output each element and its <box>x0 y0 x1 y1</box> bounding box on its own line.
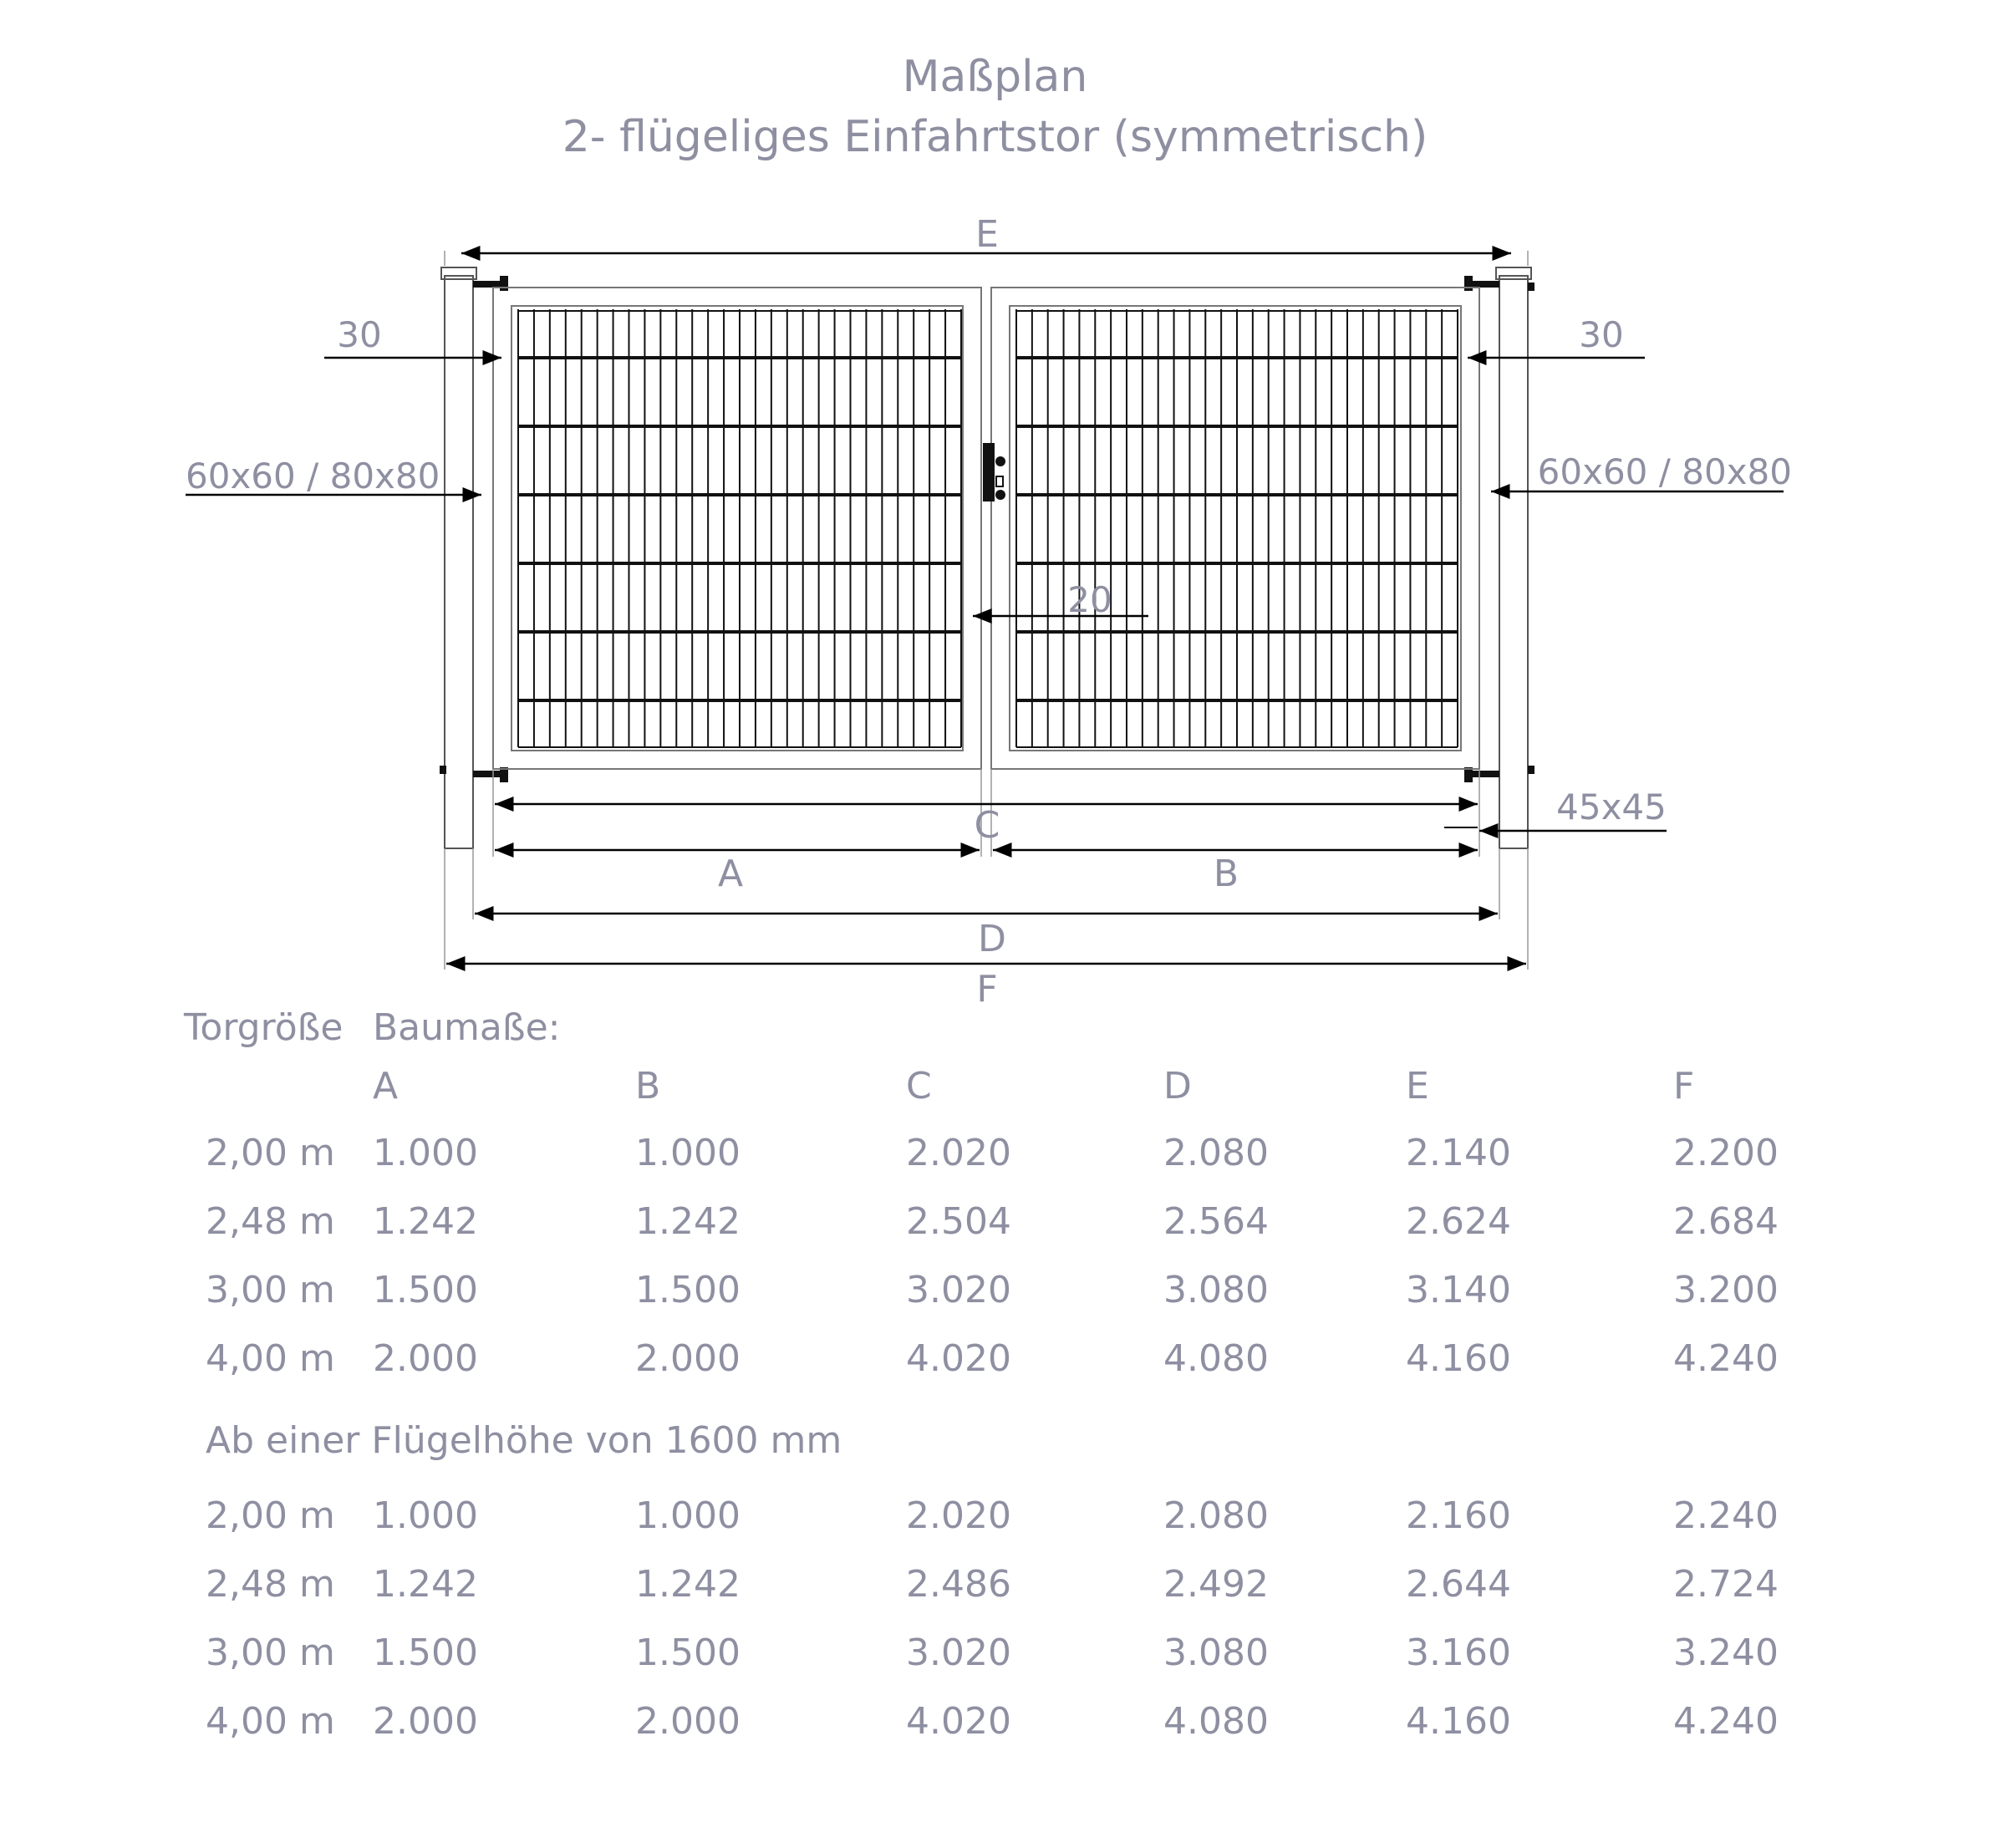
cell-D: 4.080 <box>1163 1700 1269 1743</box>
cell-F: 4.240 <box>1673 1337 1779 1380</box>
label-A: A <box>717 853 744 895</box>
cell-F: 2.240 <box>1673 1494 1779 1537</box>
label-post-right: 60x60 / 80x80 <box>1537 451 1792 492</box>
table-header-row <box>0 1065 1990 1115</box>
cell-D: 2.080 <box>1163 1494 1269 1537</box>
cell-F: 3.200 <box>1673 1269 1779 1311</box>
hinges <box>440 276 1534 782</box>
header-F: F <box>1673 1065 1695 1107</box>
cell-B: 1.242 <box>635 1200 741 1243</box>
cell-C: 4.020 <box>906 1700 1011 1743</box>
cell-E: 2.644 <box>1406 1563 1511 1606</box>
header-A: A <box>373 1065 399 1107</box>
header-E: E <box>1406 1065 1429 1107</box>
cell-D: 4.080 <box>1163 1337 1269 1380</box>
cell-C: 2.020 <box>906 1494 1011 1537</box>
gate-mesh <box>518 309 1458 747</box>
cell-A: 1.000 <box>373 1494 478 1537</box>
label-C: C <box>974 804 1000 847</box>
cell-B: 1.000 <box>635 1494 741 1537</box>
cell-size: 4,00 m <box>206 1337 335 1380</box>
cell-D: 2.492 <box>1163 1563 1269 1606</box>
cell-F: 2.200 <box>1673 1132 1779 1174</box>
cell-C: 2.486 <box>906 1563 1011 1606</box>
cell-A: 1.500 <box>373 1269 478 1311</box>
dimension-labels <box>186 213 1792 1011</box>
cell-A: 2.000 <box>373 1700 478 1743</box>
table-row <box>0 1200 1990 1250</box>
cell-B: 1.242 <box>635 1563 741 1606</box>
note-fluegelhoehe: Ab einer Flügelhöhe von 1600 mm <box>206 1419 842 1462</box>
left-post <box>441 267 476 848</box>
label-F: F <box>976 968 998 1011</box>
cell-A: 1.000 <box>373 1132 478 1174</box>
cell-B: 1.500 <box>635 1269 741 1311</box>
cell-B: 2.000 <box>635 1337 741 1380</box>
cell-size: 3,00 m <box>206 1269 335 1311</box>
dimension-lines <box>186 253 1784 964</box>
cell-A: 1.242 <box>373 1200 478 1243</box>
label-B: B <box>1213 853 1239 895</box>
label-D: D <box>978 918 1006 960</box>
table-row <box>0 1632 1990 1682</box>
header-baumasse: Baumaße: <box>373 1006 561 1049</box>
page-subtitle: 2- flügeliges Einfahrtstor (symmetrisch) <box>562 112 1428 162</box>
cell-C: 4.020 <box>906 1337 1011 1380</box>
cell-B: 1.500 <box>635 1632 741 1674</box>
label-post-left: 60x60 / 80x80 <box>186 456 440 496</box>
label-20: 20 <box>1067 579 1112 620</box>
table-row <box>0 1132 1990 1182</box>
header-D: D <box>1163 1065 1192 1107</box>
cell-size: 2,00 m <box>206 1494 335 1537</box>
cell-C: 3.020 <box>906 1632 1011 1674</box>
cell-size: 3,00 m <box>206 1632 335 1674</box>
table-row <box>0 1700 1990 1750</box>
cell-E: 4.160 <box>1406 1337 1511 1380</box>
header-C: C <box>906 1065 932 1107</box>
cell-E: 2.160 <box>1406 1494 1511 1537</box>
right-wing <box>991 288 1479 769</box>
table-row <box>0 1269 1990 1319</box>
header-B: B <box>635 1065 661 1107</box>
label-45x45: 45x45 <box>1556 787 1667 827</box>
cell-F: 2.684 <box>1673 1200 1779 1243</box>
cell-size: 2,00 m <box>206 1132 335 1174</box>
cell-E: 2.624 <box>1406 1200 1511 1243</box>
cell-E: 3.140 <box>1406 1269 1511 1311</box>
cell-B: 1.000 <box>635 1132 741 1174</box>
cell-A: 1.500 <box>373 1632 478 1674</box>
cell-size: 2,48 m <box>206 1563 335 1606</box>
page-title: Maßplan <box>902 52 1088 102</box>
cell-C: 3.020 <box>906 1269 1011 1311</box>
cell-B: 2.000 <box>635 1700 741 1743</box>
table-row <box>0 1337 1990 1387</box>
cell-size: 4,00 m <box>206 1700 335 1743</box>
label-E: E <box>975 213 999 256</box>
cell-F: 2.724 <box>1673 1563 1779 1606</box>
cell-size: 2,48 m <box>206 1200 335 1243</box>
cell-D: 3.080 <box>1163 1632 1269 1674</box>
cell-D: 2.564 <box>1163 1200 1269 1243</box>
right-post <box>1496 267 1531 848</box>
header-torgroesse: Torgröße <box>184 1006 344 1049</box>
cell-A: 2.000 <box>373 1337 478 1380</box>
table-row <box>0 1494 1990 1545</box>
cell-F: 4.240 <box>1673 1700 1779 1743</box>
label-30-right: 30 <box>1579 314 1624 355</box>
cell-C: 2.504 <box>906 1200 1011 1243</box>
cell-E: 3.160 <box>1406 1632 1511 1674</box>
cell-D: 3.080 <box>1163 1269 1269 1311</box>
label-30-left: 30 <box>337 314 382 355</box>
cell-A: 1.242 <box>373 1563 478 1606</box>
cell-C: 2.020 <box>906 1132 1011 1174</box>
table-row <box>0 1563 1990 1613</box>
cell-E: 2.140 <box>1406 1132 1511 1174</box>
cell-E: 4.160 <box>1406 1700 1511 1743</box>
cell-F: 3.240 <box>1673 1632 1779 1674</box>
gate-lock <box>983 443 1005 501</box>
cell-D: 2.080 <box>1163 1132 1269 1174</box>
